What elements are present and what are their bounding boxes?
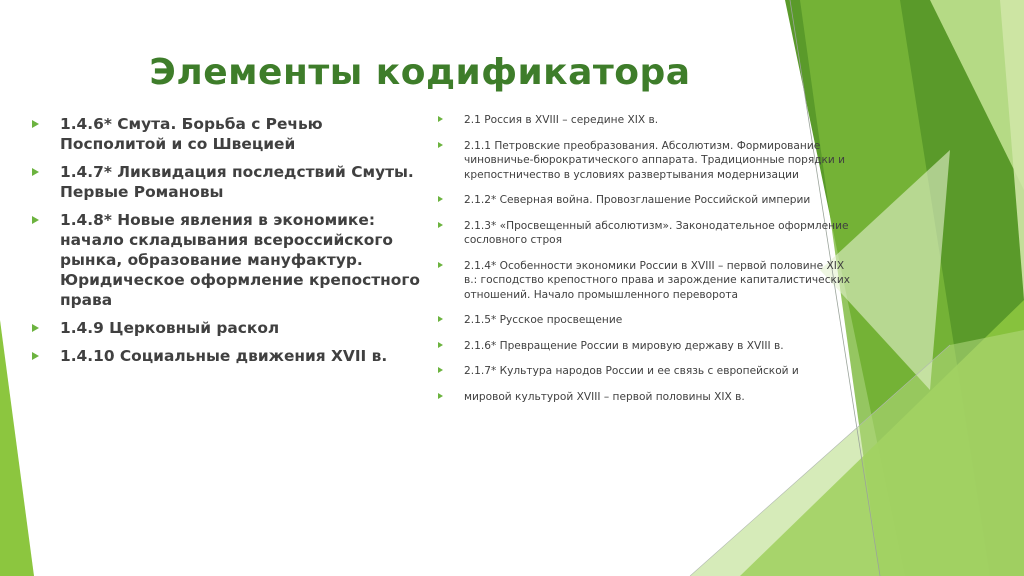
left-list-item bbox=[32, 318, 432, 338]
left-item-text: 1.4.9 Церковный раскол bbox=[60, 319, 280, 337]
right-list-item bbox=[438, 193, 856, 208]
triangle-bullet-icon bbox=[438, 316, 443, 322]
right-item-text: 2.1.5* Русское просвещение bbox=[464, 314, 623, 326]
triangle-bullet-icon bbox=[438, 393, 443, 399]
left-item-text: 1.4.10 Социальные движения XVII в. bbox=[60, 347, 388, 365]
left-list bbox=[32, 114, 432, 366]
triangle-bullet-icon bbox=[438, 262, 443, 268]
triangle-bullet-icon bbox=[32, 324, 39, 332]
right-list-item bbox=[438, 364, 856, 379]
triangle-bullet-icon bbox=[32, 168, 39, 176]
triangle-bullet-icon bbox=[438, 367, 443, 373]
right-column bbox=[438, 113, 856, 415]
right-list-item bbox=[438, 259, 856, 303]
right-item-text: 2.1.3* «Просвещенный абсолютизм». Законодательное оформление сословного строя bbox=[464, 219, 849, 246]
right-item-text: 2.1.1 Петровские преобразования. Абсолютизм. Формирование чиновничье-бюрократического аппарата. Традиционные порядки и крепостничество в условиях развертывания модернизации bbox=[464, 139, 846, 181]
right-list-item bbox=[438, 313, 856, 328]
left-item-text: 1.4.6* Смута. Борьба с Речью Посполитой и со Швецией bbox=[60, 115, 323, 153]
left-list-item bbox=[32, 210, 432, 310]
right-list-item bbox=[438, 113, 856, 128]
right-item-text: 2.1.7* Культура народов России и ее связь с европейской и bbox=[464, 365, 799, 377]
left-item-text: 1.4.7* Ликвидация последствий Смуты. Первые Романовы bbox=[60, 163, 414, 201]
triangle-bullet-icon bbox=[32, 120, 39, 128]
triangle-bullet-icon bbox=[32, 352, 39, 360]
triangle-bullet-icon bbox=[32, 216, 39, 224]
right-list bbox=[438, 113, 856, 404]
triangle-bullet-icon bbox=[438, 222, 443, 228]
right-item-text: 2.1 Россия в XVIII – середине XIX в. bbox=[464, 114, 659, 126]
right-list-item bbox=[438, 139, 856, 183]
triangle-bullet-icon bbox=[438, 196, 443, 202]
right-item-text: 2.1.4* Особенности экономики России в XVIII – первой половине XIX в.: господство крепостного права и зарождение капиталистических отношений. Начало промышленного переворота bbox=[464, 259, 851, 301]
left-list-item bbox=[32, 162, 432, 202]
right-item-text: 2.1.6* Превращение России в мировую державу в XVIII в. bbox=[464, 339, 784, 352]
triangle-bullet-icon bbox=[438, 116, 443, 122]
right-item-text: 2.1.2* Северная война. Провозглашение Российской империи bbox=[464, 194, 811, 206]
right-list-item bbox=[438, 219, 856, 248]
right-list-item bbox=[438, 390, 856, 405]
left-item-text: 1.4.8* Новые явления в экономике: начало складывания всероссийского рынка, образование мануфактур. Юридическое оформление крепостного права bbox=[60, 211, 420, 309]
right-list-item bbox=[438, 339, 856, 354]
left-green-shape bbox=[0, 320, 34, 576]
left-list-item bbox=[32, 114, 432, 154]
right-item-text: мировой культурой XVIII – первой половины XIX в. bbox=[464, 390, 745, 403]
triangle-bullet-icon bbox=[438, 142, 443, 148]
left-list-item bbox=[32, 346, 432, 366]
left-column bbox=[32, 114, 432, 374]
triangle-bullet-icon bbox=[438, 342, 443, 348]
slide-title: Элементы кодификатора bbox=[149, 52, 691, 93]
